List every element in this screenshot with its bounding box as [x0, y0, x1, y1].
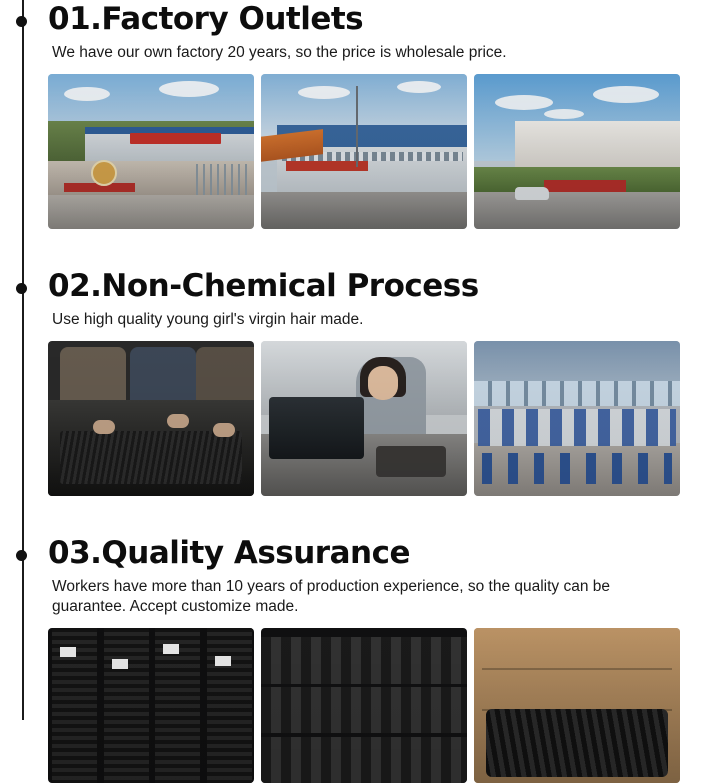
bundle-tag: [215, 656, 231, 666]
sections-container: [48, 0, 708, 783]
hair-sorting-photo: [48, 341, 254, 496]
section-title-2: 02.Non-Chemical Process: [48, 269, 708, 303]
section-factory-outlets: [48, 2, 708, 229]
section-subtitle-3: Workers have more than 10 years of production experience, so the quality can be guarantee. Accept customize made.: [52, 577, 672, 617]
cloud-shape: [64, 87, 110, 101]
timeline-dot-1: [16, 16, 27, 27]
cloud-shape: [593, 86, 659, 103]
hair-bundle: [207, 628, 252, 783]
workstation-row: [478, 409, 676, 446]
hair-bundle: [104, 628, 149, 783]
bundle-tag: [112, 659, 128, 669]
window-row: [474, 381, 680, 406]
hair-bundle-row: [261, 637, 467, 684]
worker-hand: [213, 423, 235, 437]
box-edge: [482, 668, 672, 670]
factory-gate-photo: [48, 74, 254, 229]
metal-fence: [196, 164, 250, 195]
section-title-3: 03.Quality Assurance: [48, 536, 708, 570]
bundle-tag: [163, 644, 179, 654]
road-strip: [261, 192, 467, 229]
hair-bundle: [486, 709, 667, 777]
cloud-shape: [397, 81, 441, 93]
section-subtitle-1: We have our own factory 20 years, so the price is wholesale price.: [52, 43, 672, 63]
worker-face: [368, 366, 398, 400]
curly-bundles-photo: [261, 628, 467, 783]
gallery-3: [48, 628, 708, 783]
wall-emblem: [91, 160, 117, 186]
section-quality-assurance: [48, 536, 708, 783]
hair-weft: [376, 446, 446, 477]
ceiling: [474, 341, 680, 381]
light-pole: [356, 86, 358, 167]
cloud-shape: [159, 81, 219, 97]
hair-bundle-row: [261, 737, 467, 783]
worker-hand: [167, 414, 189, 428]
factory-street-photo: [474, 74, 680, 229]
factory-sign: [544, 180, 626, 192]
ground-strip: [48, 195, 254, 229]
cloud-shape: [298, 86, 350, 99]
timeline-dot-3: [16, 550, 27, 561]
packing-boxes-photo: [474, 628, 680, 783]
hair-bundle-row: [261, 687, 467, 734]
chair-row: [482, 453, 672, 484]
sewing-machine: [269, 397, 364, 459]
worker-hand: [93, 420, 115, 434]
cloud-shape: [495, 95, 553, 110]
timeline-rail: [22, 0, 24, 720]
factory-sign: [130, 133, 221, 144]
bundle-tag: [60, 647, 76, 657]
workshop-photo: [474, 341, 680, 496]
factory-building-photo: [261, 74, 467, 229]
parked-car: [515, 187, 549, 200]
gallery-2: [48, 341, 708, 496]
cloud-shape: [544, 109, 584, 119]
timeline-dot-2: [16, 283, 27, 294]
section-title-1: 01.Factory Outlets: [48, 2, 708, 36]
sewing-machine-photo: [261, 341, 467, 496]
gallery-1: [48, 74, 708, 229]
road-strip: [474, 192, 680, 229]
straight-bundles-photo: [48, 628, 254, 783]
section-subtitle-2: Use high quality young girl's virgin hair made.: [52, 310, 672, 330]
hair-bundle: [60, 431, 241, 484]
section-non-chemical-process: [48, 269, 708, 496]
